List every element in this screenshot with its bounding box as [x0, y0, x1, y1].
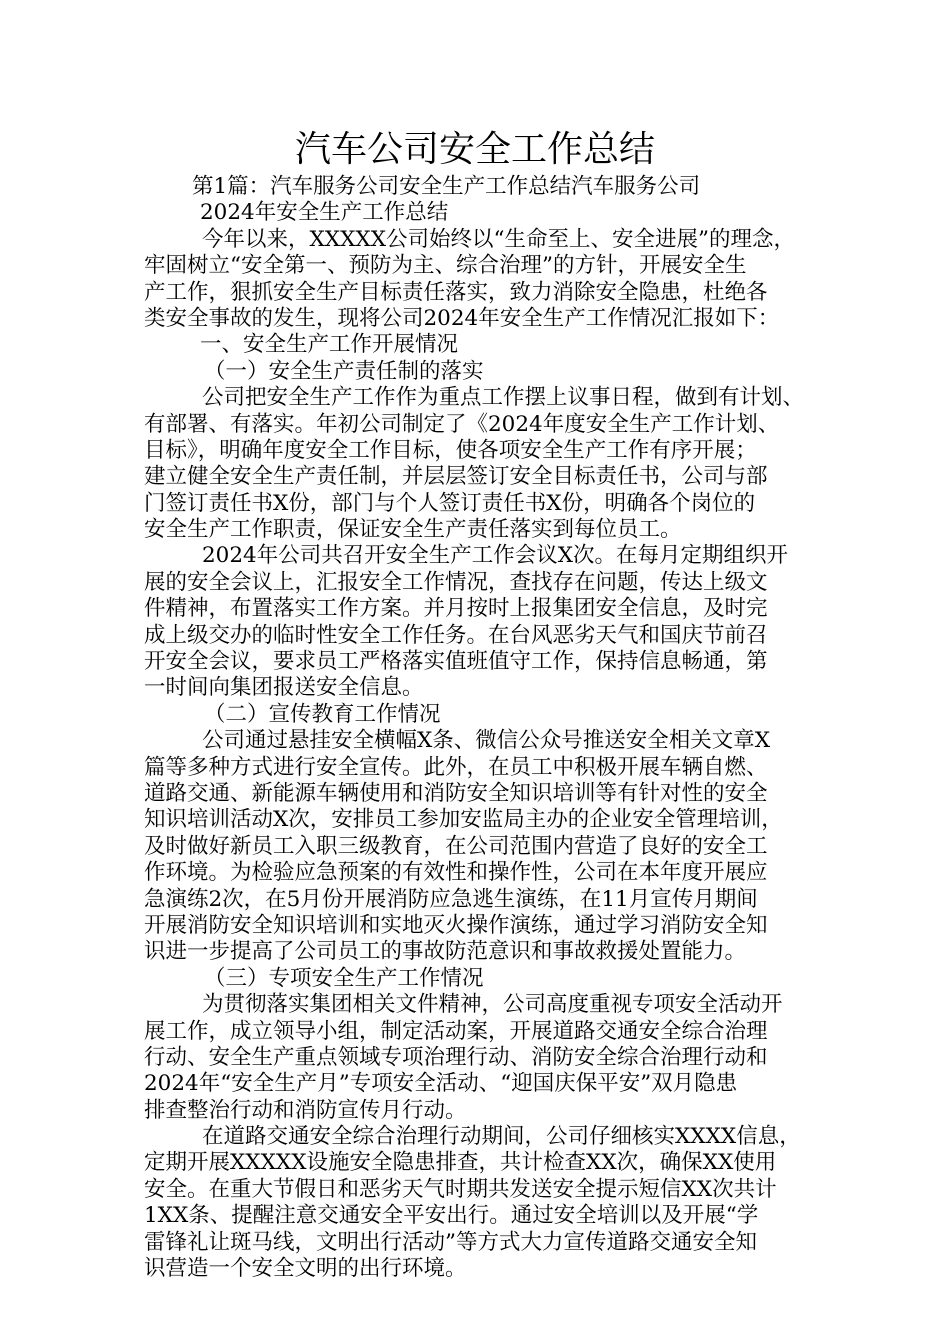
text-line: 成上级交办的临时性安全工作任务。在台风恶劣天气和国庆节前召: [144, 622, 768, 648]
text-line: 作环境。为检验应急预案的有效性和操作性，公司在本年度开展应: [144, 860, 768, 886]
text-line: 行动、安全生产重点领域专项治理行动、消防安全综合治理行动和: [144, 1044, 768, 1070]
text-line: （一）安全生产责任制的落实: [204, 358, 484, 384]
text-line: 2024年“安全生产月”专项安全活动、“迎国庆保平安”双月隐患: [144, 1071, 738, 1097]
text-line: 排查整治行动和消防宣传月行动。: [144, 1097, 467, 1123]
text-line: 1XX条、提醒注意交通安全平安出行。通过安全培训以及开展“学: [144, 1203, 759, 1229]
text-line: 牢固树立“安全第一、预防为主、综合治理”的方针，开展安全生: [144, 253, 747, 279]
text-line: 展的安全会议上，汇报安全工作情况，查找存在问题，传达上级文: [144, 569, 768, 595]
text-line: 及时做好新员工入职三级教育，在公司范围内营造了良好的安全工: [144, 833, 768, 859]
document-title: 汽车公司安全工作总结: [294, 129, 655, 170]
text-line: 安全。在重大节假日和恶劣天气时期共发送安全提示短信XX次共计: [144, 1176, 777, 1202]
text-line: 安全生产工作职责，保证安全生产责任落实到每位员工。: [144, 517, 682, 543]
text-line: 有部署、有落实。年初公司制定了《2024年度安全生产工作计划、: [144, 411, 780, 437]
text-line: 今年以来，XXXXX公司始终以“生命至上、安全进展”的理念，: [202, 226, 796, 252]
text-line: 一时间向集团报送安全信息。: [144, 675, 424, 701]
text-line: 门签订责任书X份，部门与个人签订责任书X份，明确各个岗位的: [144, 490, 756, 516]
text-line: 道路交通、新能源车辆使用和消防安全知识培训等有针对性的安全: [144, 780, 768, 806]
text-line: 件精神，布置落实工作方案。并月按时上报集团安全信息，及时完: [144, 596, 768, 622]
text-line: 公司把安全生产工作作为重点工作摆上议事日程，做到有计划、: [202, 385, 805, 411]
text-line: 2024年公司共召开安全生产工作会议X次。在每月定期组织开: [202, 543, 789, 569]
text-line: 知识培训活动X次，安排员工参加安监局主办的企业安全管理培训，: [144, 807, 783, 833]
text-line: 急演练2次，在5月份开展消防应急逃生演练，在11月宣传月期间: [144, 886, 758, 912]
text-line: 一、安全生产工作开展情况: [200, 332, 459, 358]
text-line: 开展消防安全知识培训和实地灭火操作演练，通过学习消防安全知: [144, 912, 768, 938]
text-line: 为贯彻落实集团相关文件精神，公司高度重视专项安全活动开: [202, 992, 783, 1018]
text-line: 篇等多种方式进行安全宣传。此外，在员工中积极开展车辆自燃、: [144, 754, 768, 780]
document-body: [144, 174, 820, 1282]
text-line: 定期开展XXXXX设施安全隐患排查，共计检查XX次，确保XX使用: [144, 1150, 777, 1176]
text-line: 产工作，狠抓安全生产目标责任落实，致力消除安全隐患，杜绝各: [144, 279, 768, 305]
text-line: 展工作，成立领导小组，制定活动案，开展道路交通安全综合治理: [144, 1018, 768, 1044]
text-line: 2024年安全生产工作总结: [200, 200, 449, 226]
text-line: 识进一步提高了公司员工的事故防范意识和事故救援处置能力。: [144, 939, 747, 965]
text-line: 目标》，明确年度安全工作目标，使各项安全生产工作有序开展；: [144, 437, 757, 463]
text-line: （二）宣传教育工作情况: [204, 701, 441, 727]
text-line: 类安全事故的发生，现将公司2024年安全生产工作情况汇报如下：: [144, 305, 780, 331]
text-line: 第1篇：汽车服务公司安全生产工作总结汽车服务公司: [192, 174, 701, 199]
text-line: 建立健全安全生产责任制，并层层签订安全目标责任书，公司与部: [144, 464, 768, 490]
text-line: 在道路交通安全综合治理行动期间，公司仔细核实XXXX信息，: [202, 1124, 801, 1150]
text-line: 识营造一个安全文明的出行环境。: [144, 1256, 467, 1282]
text-line: 公司通过悬挂安全横幅X条、微信公众号推送安全相关文章X: [202, 728, 771, 754]
text-line: 雷锋礼让斑马线，文明出行活动”等方式大力宣传道路交通安全知: [144, 1229, 757, 1255]
text-line: （三）专项安全生产工作情况: [204, 965, 484, 991]
text-line: 开安全会议，要求员工严格落实值班值守工作，保持信息畅通，第: [144, 649, 768, 675]
